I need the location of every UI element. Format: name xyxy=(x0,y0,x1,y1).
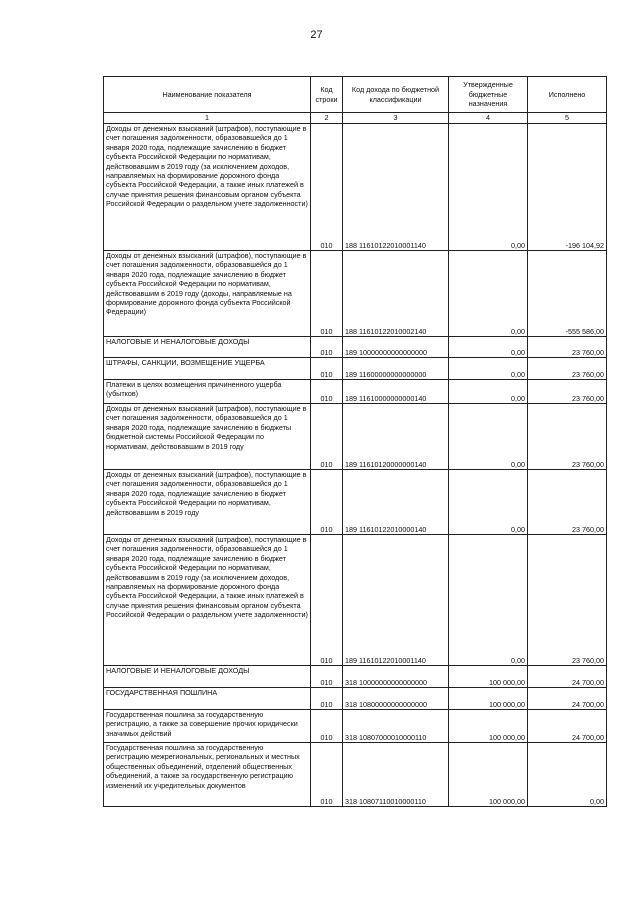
row-kbk: 189 11610000000000140 xyxy=(343,380,449,404)
row-code: 010 xyxy=(311,124,343,251)
row-executed: 23 760,00 xyxy=(528,535,607,666)
header-kbk: Код дохода по бюджетной классификации xyxy=(343,77,449,113)
header-code: Код строки xyxy=(311,77,343,113)
row-executed: 24 700,00 xyxy=(528,666,607,688)
table-header-row xyxy=(104,77,607,113)
row-code: 010 xyxy=(311,404,343,470)
row-code: 010 xyxy=(311,666,343,688)
table-row xyxy=(104,688,607,710)
header-name: Наименование показателя xyxy=(104,77,311,113)
row-name: НАЛОГОВЫЕ И НЕНАЛОГОВЫЕ ДОХОДЫ xyxy=(104,337,311,358)
row-kbk: 189 10000000000000000 xyxy=(343,337,449,358)
table-row xyxy=(104,124,607,251)
row-kbk: 189 11610122010001140 xyxy=(343,535,449,666)
table-row xyxy=(104,380,607,404)
header-executed: Исполнено xyxy=(528,77,607,113)
row-executed: 23 760,00 xyxy=(528,358,607,380)
column-number: 4 xyxy=(449,113,528,124)
row-kbk: 188 11610122010001140 xyxy=(343,124,449,251)
row-code: 010 xyxy=(311,470,343,535)
table-row xyxy=(104,404,607,470)
row-name: ГОСУДАРСТВЕННАЯ ПОШЛИНА xyxy=(104,688,311,710)
row-name: Доходы от денежных взысканий (штрафов), поступающие в счет погашения задолженности, образовавшейся до 1 января 2020 года, подлежащие зачислению в бюджет субъекта Российской Федерации по нормативам, действовавшим в 2019 году (доходы, направляемые на формирование дорожного фонда субъекта Российской Федерации) xyxy=(104,251,311,337)
row-executed: -555 586,00 xyxy=(528,251,607,337)
row-approved: 0,00 xyxy=(449,251,528,337)
row-code: 010 xyxy=(311,380,343,404)
row-executed: 23 760,00 xyxy=(528,470,607,535)
row-kbk: 188 11610122010002140 xyxy=(343,251,449,337)
row-kbk: 318 10807000010000110 xyxy=(343,710,449,743)
row-approved: 0,00 xyxy=(449,535,528,666)
row-approved: 100 000,00 xyxy=(449,688,528,710)
row-code: 010 xyxy=(311,251,343,337)
row-kbk: 318 10000000000000000 xyxy=(343,666,449,688)
row-approved: 0,00 xyxy=(449,337,528,358)
table-row xyxy=(104,470,607,535)
row-code: 010 xyxy=(311,535,343,666)
column-number: 1 xyxy=(104,113,311,124)
row-executed: 23 760,00 xyxy=(528,404,607,470)
row-code: 010 xyxy=(311,743,343,807)
row-code: 010 xyxy=(311,358,343,380)
table-row xyxy=(104,535,607,666)
row-name: Доходы от денежных взысканий (штрафов), поступающие в счет погашения задолженности, образовавшейся до 1 января 2020 года, подлежащие зачислению в бюджеты бюджетной системы Российской Федерации по нормативам, действовавшим в 2019 году xyxy=(104,404,311,470)
column-number: 2 xyxy=(311,113,343,124)
row-executed: 24 700,00 xyxy=(528,710,607,743)
table-row xyxy=(104,666,607,688)
row-executed: 0,00 xyxy=(528,743,607,807)
table-row xyxy=(104,710,607,743)
row-executed: 23 760,00 xyxy=(528,380,607,404)
row-approved: 100 000,00 xyxy=(449,743,528,807)
column-numbers-row xyxy=(104,113,607,124)
row-name: Государственная пошлина за государственную регистрацию, а также за совершение прочих юридически значимых действий xyxy=(104,710,311,743)
row-kbk: 189 11600000000000000 xyxy=(343,358,449,380)
column-number: 3 xyxy=(343,113,449,124)
table-row xyxy=(104,337,607,358)
row-approved: 0,00 xyxy=(449,404,528,470)
row-kbk: 318 10807110010000110 xyxy=(343,743,449,807)
row-name: ШТРАФЫ, САНКЦИИ, ВОЗМЕЩЕНИЕ УЩЕРБА xyxy=(104,358,311,380)
row-kbk: 318 10800000000000000 xyxy=(343,688,449,710)
revenue-table xyxy=(103,76,607,807)
row-executed: 23 760,00 xyxy=(528,337,607,358)
table-row xyxy=(104,251,607,337)
table-row xyxy=(104,358,607,380)
row-approved: 0,00 xyxy=(449,124,528,251)
row-kbk: 189 11610122010000140 xyxy=(343,470,449,535)
row-kbk: 189 11610120000000140 xyxy=(343,404,449,470)
row-executed: -196 104,92 xyxy=(528,124,607,251)
row-name: Государственная пошлина за государственную регистрацию межрегиональных, региональных и местных общественных объединений, отделений общественных объединений, а также за государственную регистрацию изменений их учредительных документов xyxy=(104,743,311,807)
row-approved: 0,00 xyxy=(449,380,528,404)
row-code: 010 xyxy=(311,710,343,743)
row-approved: 0,00 xyxy=(449,358,528,380)
page-number: 27 xyxy=(310,29,323,41)
row-name: Доходы от денежных взысканий (штрафов), поступающие в счет погашения задолженности, образовавшейся до 1 января 2020 года, подлежащие зачислению в бюджет субъекта Российской Федерации по нормативам, действовавшим в 2019 году (за исключением доходов, направляемых на формирование дорожного фонда субъекта Российской Федерации, а также иных платежей в случае принятия решения финансовым органом субъекта Российской Федерации о раздельном учете задолженности) xyxy=(104,124,311,251)
header-approved: Утвержденные бюджетные назначения xyxy=(449,77,528,113)
row-approved: 0,00 xyxy=(449,470,528,535)
row-name: НАЛОГОВЫЕ И НЕНАЛОГОВЫЕ ДОХОДЫ xyxy=(104,666,311,688)
row-name: Платежи в целях возмещения причиненного ущерба (убытков) xyxy=(104,380,311,404)
row-name: Доходы от денежных взысканий (штрафов), поступающие в счет погашения задолженности, образовавшейся до 1 января 2020 года, подлежащие зачислению в бюджет субъекта Российской Федерации по нормативам, действовавшим в 2019 году xyxy=(104,470,311,535)
column-number: 5 xyxy=(528,113,607,124)
row-approved: 100 000,00 xyxy=(449,710,528,743)
row-code: 010 xyxy=(311,688,343,710)
row-name: Доходы от денежных взысканий (штрафов), поступающие в счет погашения задолженности, образовавшейся до 1 января 2020 года, подлежащие зачислению в бюджет субъекта Российской Федерации по нормативам, действовавшим в 2019 году (за исключением доходов, направляемых на формирование дорожного фонда субъекта Российской Федерации, а также иных платежей в случае принятия решения финансовым органом субъекта Российской Федерации о раздельном учете задолженности) xyxy=(104,535,311,666)
row-code: 010 xyxy=(311,337,343,358)
table-row xyxy=(104,743,607,807)
row-executed: 24 700,00 xyxy=(528,688,607,710)
row-approved: 100 000,00 xyxy=(449,666,528,688)
